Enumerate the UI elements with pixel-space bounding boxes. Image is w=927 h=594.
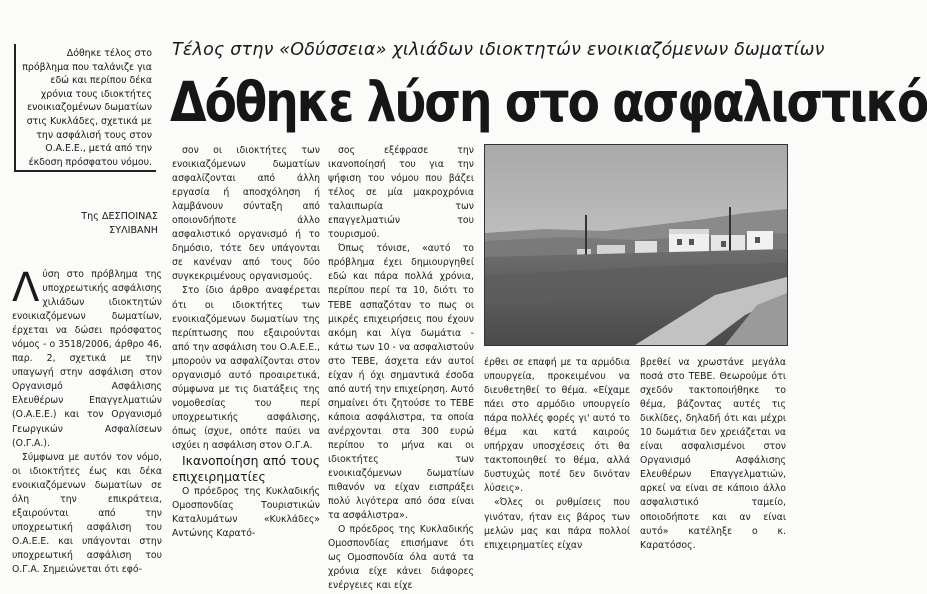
paragraph: σος εξέφρασε την ικανοποίησή του για την ψήφιση του νόμου που βάζει τέλος σε μία μακροχρόνια ταλαιπωρία των επαγγελματιών του τουρισμού. <box>328 145 474 241</box>
drop-cap: Λ <box>12 265 40 311</box>
landscape-photo <box>484 144 788 346</box>
byline-prefix: Της ΔΕΣΠΟΙΝΑΣ <box>81 211 158 222</box>
article-column-2 <box>172 144 320 541</box>
article-column-4 <box>484 356 630 553</box>
paragraph: «Όλες οι ρυθμίσεις που γινόταν, ήταν εις βάρος των μελών μας και πάρα πολλοί επιχειρηματίες είχαν <box>484 497 630 551</box>
headline: Δόθηκε λύση στο ασφαλιστικό <box>170 70 927 134</box>
article-column-1 <box>12 265 162 577</box>
kicker: Τέλος στην «Οδύσσεια» χιλιάδων ιδιοκτητών ενοικιαζόμενων δωματίων <box>172 40 825 60</box>
paragraph: Όπως τόνισε, «αυτό το πρόβλημα έχει δημιουργηθεί εδώ και πάρα πολλά χρόνια, περίπου περί τα 10, διότι το ΤΕΒΕ ασπαζόταν το πως οι μικρές επιχειρήσεις που έχουν ακόμη και λίγα δωμάτια - κάτω των 10 - να ασφαλιστούν στο ΤΕΒΕ, άσχετα εάν αυτοί είχαν ή όχι σημαντικά έσοδα από αυτή την επιχείρηση. Αυτό σημαίνει ότι ζητούσε το ΤΕΒΕ κάποια ασφάλιστρα, τα οποία ανέρχονται στα 300 ευρώ περίπου το μήνα και οι ιδιοκτήτες των ενοικιαζόμενων δωματίων πιθανόν να είχαν εισπράξει πολύ λιγότερα από όσα είναι τα ασφάλιστρα». <box>328 243 474 522</box>
paragraph: σον οι ιδιοκτήτες των ενοικιαζόμενων δωματίων ασφαλίζονται από άλλη εργασία ή αποσχόληση ή λαμβάνουν σύνταξη από οποιονδήποτε άλλο ασφαλιστικό οργανισμό ή το δημόσιο, τότε δεν υπάγονται σε κανέναν από τους δύο συγκεκριμένους οργανισμούς. <box>172 145 320 283</box>
subheading: Ικανοποίηση από τους επιχειρηματίες <box>172 453 320 485</box>
paragraph: βρεθεί να χρωστάνε μεγάλα ποσά στο ΤΕΒΕ. Θεωρούμε ότι σχεδόν τακτοποιήθηκε το θέμα, βάζοντας αυτές τις δικλίδες, δηλαδή ότι και μέχρι 10 δωμάτια δεν χρειάζεται να είναι ασφαλισμένοι στον Οργανισμό Ασφάλισης Ελευθέρων Επαγγελματιών, αρκεί να είναι σε κάποιο άλλο ασφαλιστικό ταμείο, οποιοδήποτε και αν είναι αυτό» κατέληξε ο κ. Καρατόσος. <box>640 357 786 551</box>
byline-name: ΣΥΛΙΒΑΝΗ <box>109 224 158 236</box>
paragraph: Λύση στο πρόβλημα της υποχρεωτικής ασφάλισης χιλιάδων ιδιοκτητών ενοικιαζόμενων δωματίων, έρχεται να δώσει πρόσφατος νόμος - ο 3518/2006, άρθρο 46, παρ. 2, σχετικά με την υπαγωγή στην ασφάλιση στον Οργανισμό Ασφάλισης Ελευθέρων Επαγγελματιών (Ο.Α.Ε.Ε.) και τον Οργανισμό Γεωργικών Ασφαλίσεων (Ο.Γ.Α.). <box>12 265 162 449</box>
article-column-5 <box>640 356 786 553</box>
paragraph: Στο ίδιο άρθρο αναφέρεται ότι οι ιδιοκτήτες των ενοικιαζόμενων δωματίων της περίπτωσης που εξαιρούνται από την ασφάλιση του Ο.Α.Ε.Ε., μπορούν να ασφαλίζονται στον οργανισμό αυτό προαιρετικά, σύμφωνα με τις διατάξεις της νομοθεσίας του περί υποχρεωτικής ασφάλισης, όπως ίσχυε, οπότε παύει να ισχύει η ασφάλιση στον Ο.Γ.Α. <box>172 285 320 451</box>
paragraph: Ο πρόεδρος της Κυκλαδικής Ομοσπονδίας Τουριστικών Καταλυμάτων «Κυκλάδες» Αντώνης Καρατό- <box>172 486 320 540</box>
paragraph: έρθει σε επαφή με τα αρμόδια υπουργεία, προκειμένου να διευθετηθεί το θέμα. «Είχαμε πάει στο αρμόδιο υπουργείο πάρα πολλές φορές γι' αυτό το θέμα και κατά καιρούς υπήρχαν υποσχέσεις ότι θα τακτοποιηθεί το θέμα, αλλά δυστυχώς ποτέ δεν δινόταν λύσεις». <box>484 357 630 495</box>
paragraph: Ο πρόεδρος της Κυκλαδικής Ομοσπονδίας επισήμανε ότι ως Ομοσπονδία όλα αυτά τα χρόνια είχε κάνει διάφορες ενέργειες και είχε <box>328 524 474 592</box>
byline <box>14 210 158 237</box>
article-column-3 <box>328 144 474 594</box>
article-intro <box>14 44 156 172</box>
intro-text: Δόθηκε τέλος στο πρόβλημα που ταλάνιζε για εδώ και περίπου δέκα χρόνια τους ιδιοκτήτες ενοικιαζομένων δωματίων στις Κυκλάδες, σχετικά με την ασφάλισή τους στον Ο.Α.Ε.Ε., μετά από την έκδοση πρόσφατου νόμου. <box>22 48 152 168</box>
paragraph: Σύμφωνα με αυτόν τον νόμο, οι ιδιοκτήτες έως και δέκα ενοικιαζόμενων δωματίων σε όλη την επικράτεια, εξαιρούνται από την υποχρεωτική ασφάλιση του Ο.Α.Ε.Ε. και υπάγονται στην υποχρεωτική ασφάλιση του Ο.Γ.Α. Σημειώνεται ότι εφό- <box>12 451 162 575</box>
